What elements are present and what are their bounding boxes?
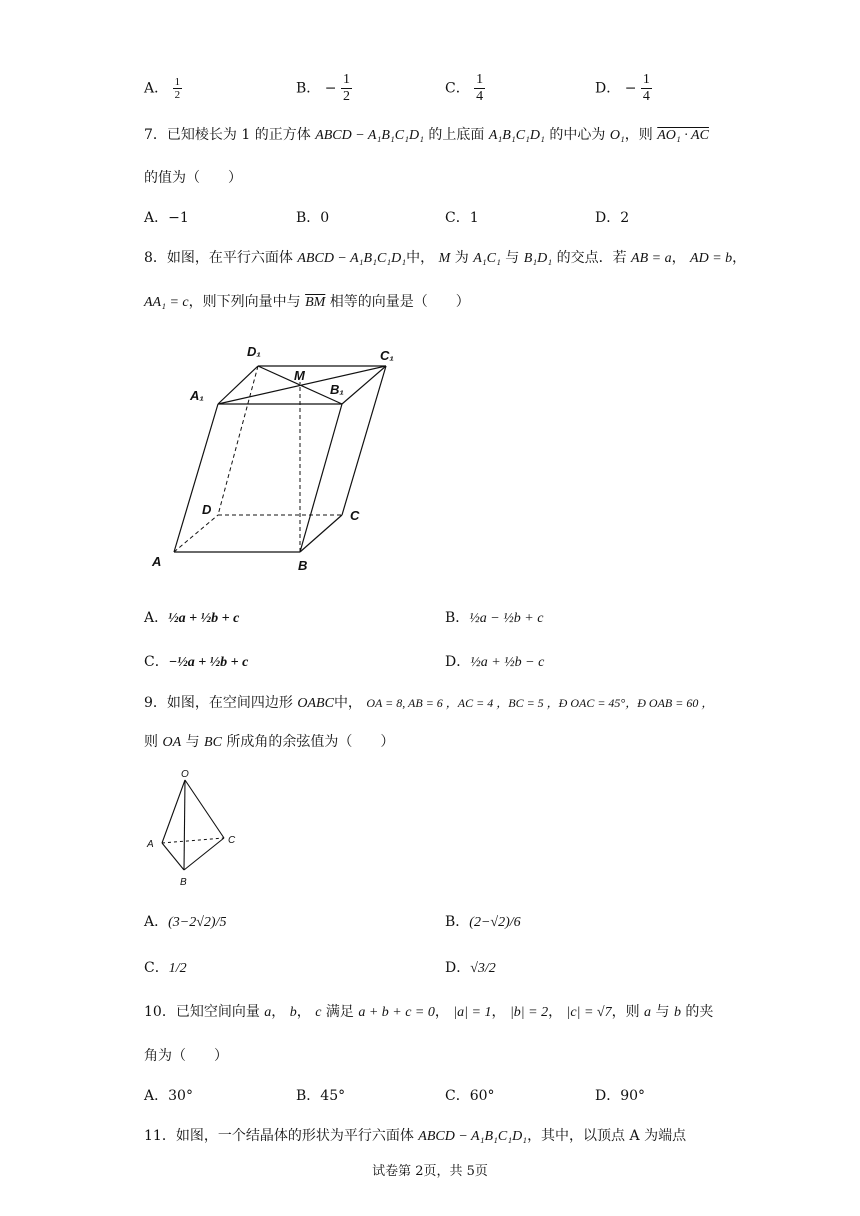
- q8-option-b: B．½a − ½b + c: [445, 610, 544, 626]
- fraction: $\frac{1}{4}$: [642, 72, 650, 104]
- parallelepiped-figure: [148, 338, 408, 578]
- fraction: $\frac{1}{4}$: [476, 72, 484, 104]
- fraction: $\frac{1}{2}$: [342, 72, 350, 104]
- q7-stem-line1: 7．已知棱长为 1 的正方体 ABCD − A₁B₁C₁D₁ 的上底面 A₁B₁C₁D₁ 的中心为 O₁，则 AO₁ · AC: [144, 127, 709, 143]
- label-a: A: [152, 554, 162, 569]
- option-label: D．: [595, 80, 621, 97]
- label-a: A: [147, 839, 154, 850]
- label-d: D: [202, 502, 212, 517]
- q10-stem-line2: 角为（ ）: [144, 1048, 228, 1064]
- q8-stem-line2: AA₁ = c，则下列向量中与 $\overline{BM}$ 相等的向量是（ ）: [144, 294, 470, 310]
- option-label: A．: [144, 80, 169, 97]
- option-label: B．: [296, 80, 321, 97]
- label-b: B: [298, 558, 308, 573]
- q10-option-d: D．90°: [595, 1088, 646, 1104]
- q8-stem-line1: 8．如图，在平行六面体 ABCD − A₁B₁C₁D₁中， M 为 A₁C₁ 与 B₁D₁ 的交点．若 AB = a， AD = b，: [144, 250, 747, 266]
- hidden-edge-d-d1: [218, 366, 258, 515]
- q6-option-a: [144, 76, 182, 101]
- fraction: $\frac{1}{2}$: [174, 76, 181, 101]
- q7-option-a: A．−1: [144, 210, 189, 226]
- label-b1: B₁: [330, 382, 344, 397]
- q6-option-d: D． − $\frac{1}{4}$: [595, 72, 650, 104]
- label-a1: A₁: [190, 388, 204, 403]
- hidden-edge-a-d: [174, 515, 218, 552]
- option-label: C．: [445, 80, 470, 97]
- label-d1: D₁: [247, 344, 261, 359]
- q9-option-b: B．(2−√2)/6: [445, 914, 521, 930]
- q10-stem-line1: 10．已知空间向量 a， b， c 满足 a + b + c = 0， |a| = 1， |b| = 2， |c| = √7，则 a 与 b 的夹: [144, 1004, 714, 1020]
- q11-stem-line1: 11．如图，一个结晶体的形状为平行六面体 ABCD − A₁B₁C₁D₁，其中，以顶点 A 为端点: [144, 1128, 687, 1144]
- tetrahedron-figure: [140, 766, 250, 891]
- q9-option-c: C．1/2: [144, 960, 187, 976]
- q8-option-a: A．½a + ½b + c: [144, 610, 240, 626]
- q8-option-c: C．−½a + ½b + c: [144, 654, 249, 670]
- label-m: M: [294, 368, 305, 383]
- q7-option-d: D．2: [595, 210, 630, 226]
- label-o: O: [181, 769, 189, 780]
- q7-stem-line2: 的值为（ ）: [144, 170, 242, 186]
- label-c1: C₁: [380, 348, 394, 363]
- page-footer: 试卷第 2页，共 5页: [372, 1164, 488, 1179]
- hidden-edge-a-c: [162, 838, 224, 843]
- label-c: C: [228, 835, 236, 846]
- q6-option-b: B． − $\frac{1}{2}$: [296, 72, 350, 104]
- q8-option-d: D．½a + ½b − c: [445, 654, 545, 670]
- q10-option-c: C．60°: [445, 1088, 495, 1104]
- q9-stem-line2: 则 OA 与 BC 所成角的余弦值为（ ）: [144, 734, 395, 750]
- q6-option-c: [445, 72, 485, 105]
- q9-stem-line1: 9．如图，在空间四边形 OABC中， OA = 8, AB = 6 ，AC = 4 ，BC = 5 ，Ð OAC = 45°，Ð OAB = 60 ，: [144, 695, 714, 711]
- q9-option-a: A．(3−2√2)/5: [144, 914, 227, 930]
- label-b: B: [180, 877, 187, 888]
- label-c: C: [350, 508, 360, 523]
- q10-option-b: B．45°: [296, 1088, 346, 1104]
- q10-option-a: A．30°: [144, 1088, 193, 1104]
- q7-option-b: B．0: [296, 210, 330, 226]
- q7-option-c: C．1: [445, 210, 479, 226]
- q9-option-d: D．√3/2: [445, 960, 496, 976]
